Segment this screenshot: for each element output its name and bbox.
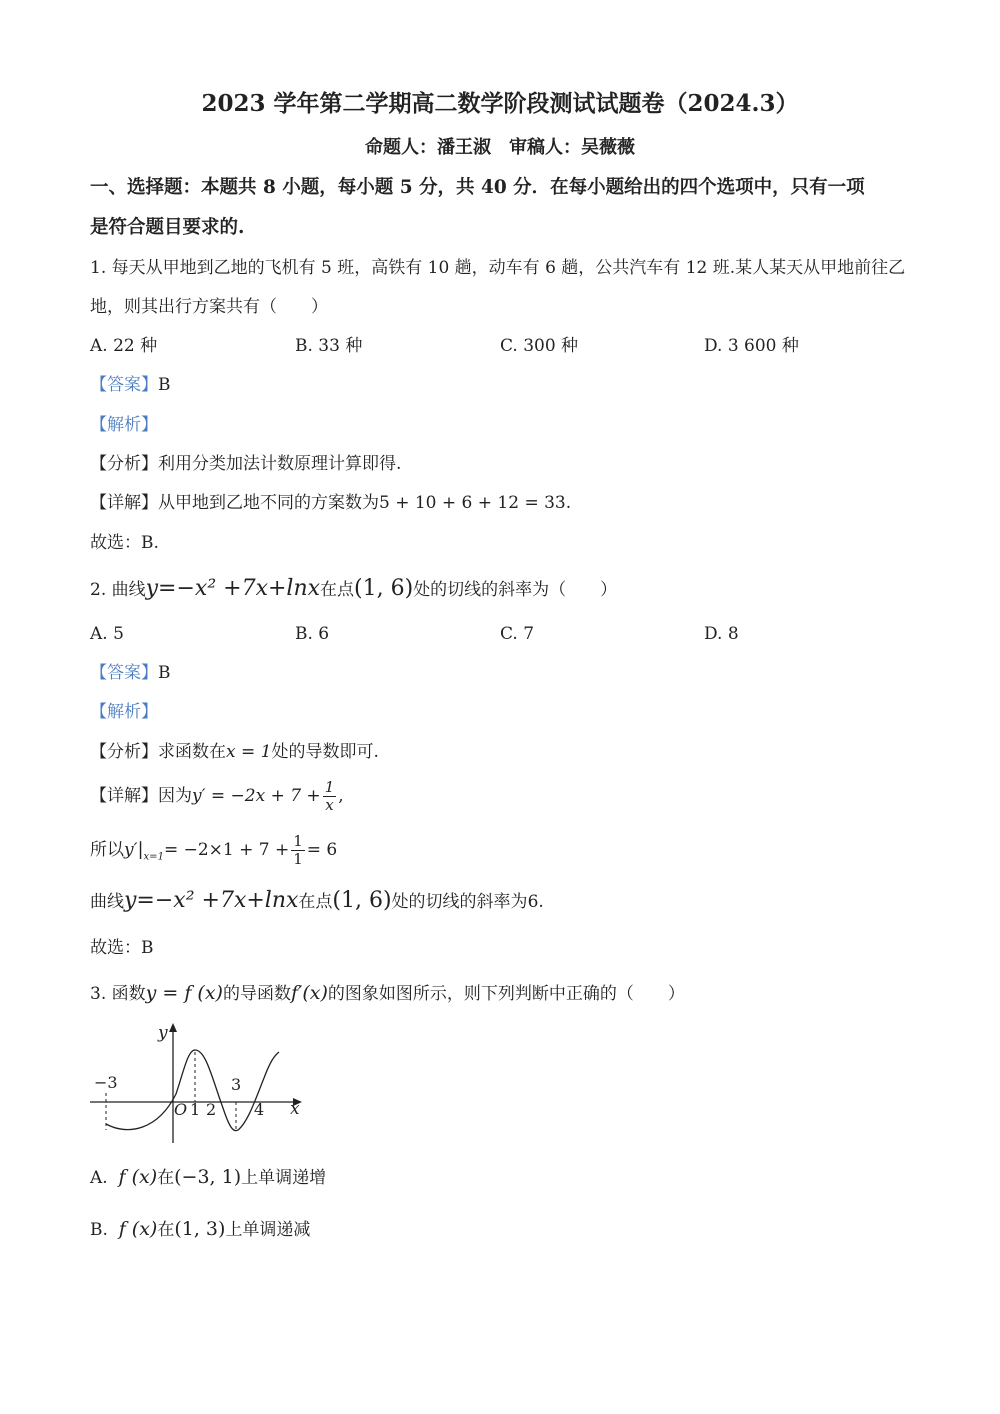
fenxi-post: 处的导数即可. [271, 742, 379, 762]
option-b-interval: (1, 3) [174, 1218, 226, 1240]
suoyi-fraction [291, 833, 305, 868]
detail-pre: 因为 [158, 786, 192, 806]
q2-detail [90, 776, 344, 816]
x-label: x [290, 1099, 300, 1119]
answer-value: B [158, 375, 171, 395]
detail-math: 5 + 10 + 6 + 12 = 33 [379, 493, 566, 513]
q2-fenxi [90, 740, 379, 764]
authors-line: 命题人：潘王淑 审稿人：吴薇薇 [365, 137, 635, 158]
q1-stem-cont: 地，则其出行方案共有（ ） [90, 297, 328, 317]
q3-stem-post: 的图象如图所示，则下列判断中正确的（ ） [327, 984, 685, 1004]
q1-fenxi [90, 452, 401, 476]
q2-option-b: B. 6 [295, 624, 330, 644]
fenxi-tag: 【分析】 [90, 454, 158, 474]
section-heading-cont: 是符合题目要求的. [90, 217, 245, 238]
fraction-numerator: 1 [324, 778, 335, 796]
q2-stem-post: 处的切线的斜率为（ ） [413, 580, 618, 600]
suoyi-y: y′ [124, 840, 138, 860]
q2-answer [90, 661, 171, 685]
curve-pre: 曲线 [90, 892, 124, 912]
label-4: 4 [254, 1100, 265, 1119]
suoyi-pre: 所以 [90, 840, 124, 860]
label-1: 1 [190, 1100, 201, 1119]
detail-fraction [323, 779, 337, 814]
q3-stem-pre: 3. 函数 [90, 984, 146, 1004]
label-3: 3 [231, 1075, 242, 1094]
option-a-text: 上单调递增 [241, 1168, 327, 1188]
option-a-mid: 在 [157, 1168, 175, 1188]
fenxi-pre: 求函数在 [158, 742, 226, 762]
detail-end: . [565, 493, 572, 513]
answer-tag: 【答案】 [90, 663, 158, 683]
q2-choose: 故选：B [90, 938, 154, 958]
q2-option-a: A. 5 [90, 624, 124, 644]
q2-point: (1, 6) [354, 576, 414, 601]
curve-point: (1, 6) [332, 888, 392, 913]
detail-math: y′ = −2x + 7 + [192, 786, 321, 806]
q2-suoyi: 所以$y'|_{x=1}= -2\times 1 + 7$ + $\frac{1}{1}$ = 6 [90, 832, 338, 868]
curve-value: 6 [527, 892, 539, 912]
y-label: y [158, 1023, 168, 1043]
option-b-func: f (x) [118, 1218, 158, 1240]
suoyi-end: = 6 [306, 840, 338, 860]
curve-mid: 在点 [298, 892, 333, 912]
q1-option-b: B. 33 种 [295, 336, 363, 356]
derivative-graph [88, 1018, 318, 1153]
label-2: 2 [206, 1100, 217, 1119]
answer-value: B [158, 663, 171, 683]
q2-option-d: D. 8 [704, 624, 739, 644]
q2-function: y=−x² +7x+lnx [145, 576, 321, 601]
q1-detail [90, 491, 571, 515]
fraction-denominator: x [325, 796, 334, 814]
label-neg3: −3 [94, 1073, 118, 1092]
answer-tag: 【答案】 [90, 375, 158, 395]
q3-stem [90, 978, 685, 1009]
q1-option-d: D. 3 600 种 [704, 336, 799, 356]
q2-curve-line [90, 886, 544, 917]
page-title: 2023 学年第二学期高二数学阶段测试试题卷（2024.3） [201, 90, 799, 117]
option-a-func: f (x) [118, 1166, 158, 1188]
q2-stem-mid: 在点 [320, 580, 355, 600]
q2-analysis-tag: 【解析】 [90, 702, 158, 722]
q1-option-c: C. 300 种 [500, 336, 579, 356]
section-heading: 一、选择题：本题共 8 小题，每小题 5 分，共 40 分．在每小题给出的四个选项中，只有一项 [90, 177, 865, 198]
origin-label: O [174, 1100, 188, 1119]
fenxi-tag: 【分析】 [90, 742, 158, 762]
option-a-label: A. [90, 1168, 108, 1188]
suoyi-sub: x=1 [143, 851, 164, 863]
option-b-text: 上单调递减 [225, 1220, 311, 1240]
fraction-numerator: 1 [293, 832, 303, 850]
q3-option-a [90, 1162, 326, 1193]
detail-end: , [338, 786, 344, 806]
suoyi-math: = −2×1 + 7 + [163, 840, 290, 860]
option-b-label: B. [90, 1220, 108, 1240]
fenxi-text: 利用分类加法计数原理计算即得. [158, 454, 402, 474]
y-axis-arrow [169, 1023, 177, 1032]
fraction-denominator: 1 [293, 850, 303, 868]
q2-option-c: C. 7 [500, 624, 535, 644]
q1-analysis-tag: 【解析】 [90, 415, 158, 435]
detail-tag: 【详解】 [90, 493, 158, 513]
q1-choose: 故选：B. [90, 533, 159, 553]
curve-end: . [538, 892, 544, 912]
q1-answer [90, 373, 171, 397]
detail-tag: 【详解】 [90, 786, 158, 806]
q1-option-a: A. 22 种 [90, 336, 158, 356]
option-b-mid: 在 [157, 1220, 175, 1240]
option-a-interval: (−3, 1) [174, 1166, 242, 1188]
q2-stem-pre: 2. 曲线 [90, 580, 146, 600]
q1-stem: 1. 每天从甲地到乙地的飞机有 5 班，高铁有 10 趟，动车有 6 趟，公共汽车有 12 班.某人某天从甲地前往乙 [90, 258, 906, 278]
curve-function: y=−x² +7x+lnx [124, 888, 299, 913]
q3-stem-mid: 的导函数 [222, 984, 291, 1004]
curve-post: 处的切线的斜率为 [391, 892, 528, 912]
detail-text: 从甲地到乙地不同的方案数为 [158, 493, 379, 513]
fenxi-math: x = 1 [226, 742, 272, 762]
q2-stem [90, 574, 617, 605]
q3-option-b [90, 1214, 310, 1245]
q3-function: y = f (x) [145, 982, 223, 1004]
q3-derivative: f′(x) [290, 982, 328, 1004]
